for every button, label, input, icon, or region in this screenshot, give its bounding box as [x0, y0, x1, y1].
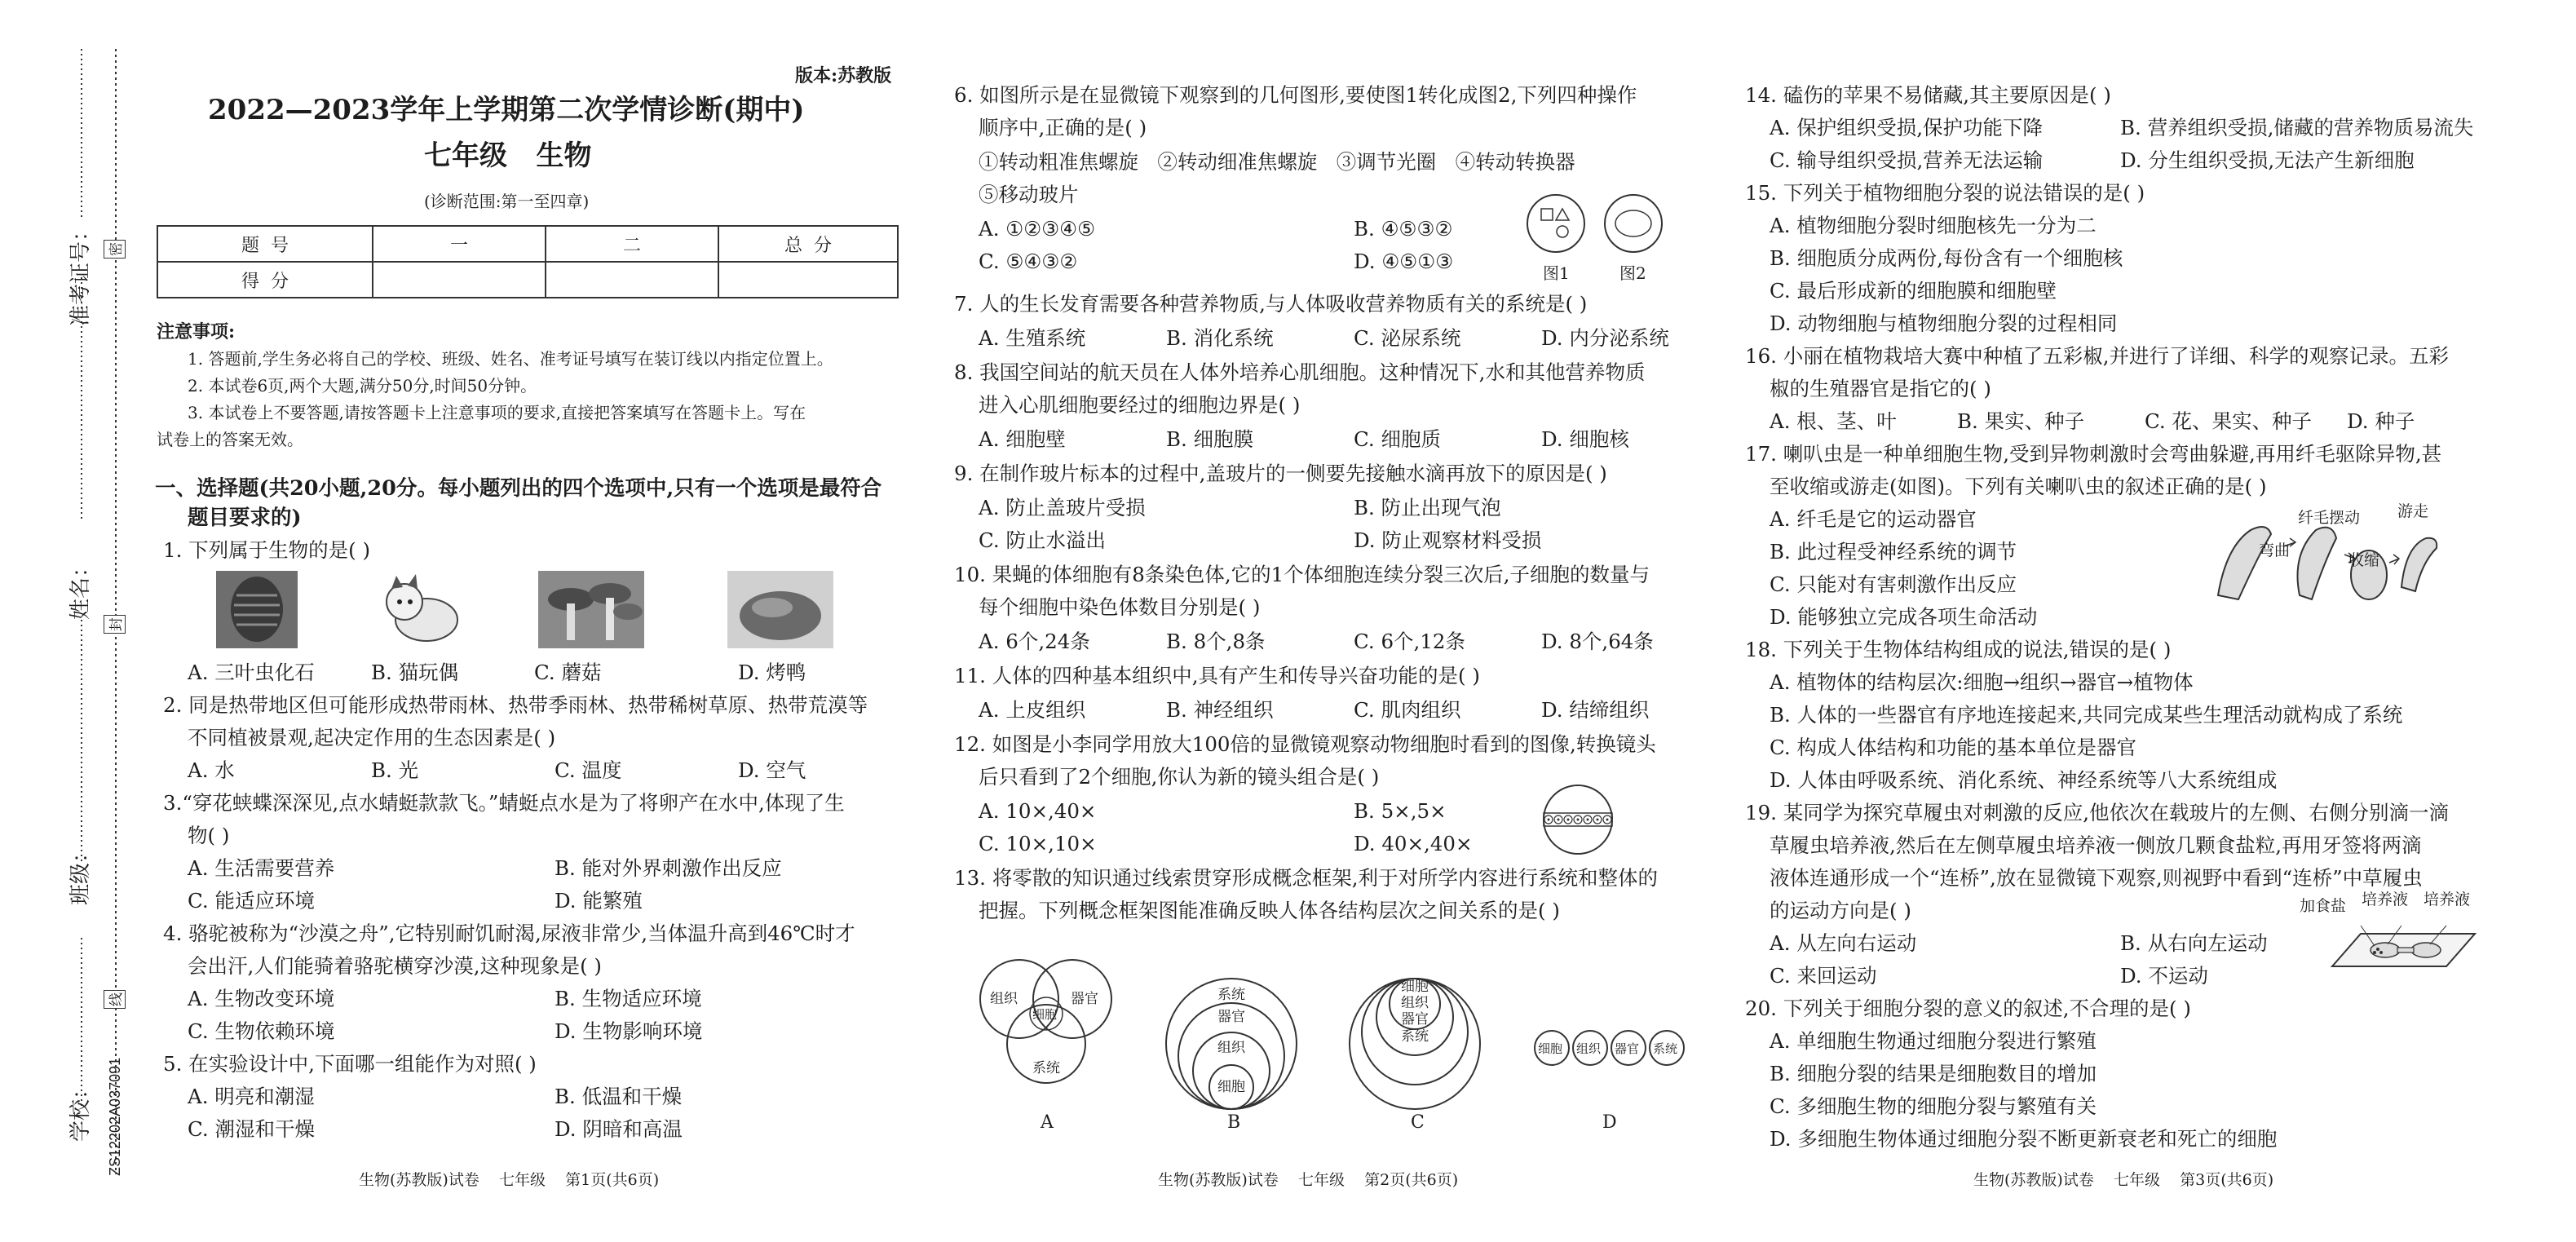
figure-label: 加食盐	[2300, 897, 2347, 915]
option[interactable]: B. 消化系统	[1166, 326, 1274, 350]
diagram-letter: A	[1041, 1112, 1054, 1133]
question-stem: 8. 我国空间站的航天员在人体外培养心肌细胞。这种情况下,水和其他营养物质	[954, 360, 1646, 384]
option[interactable]: A. 从左向右运动	[1770, 931, 1917, 955]
option[interactable]: C. 来回运动	[1770, 964, 1877, 988]
diagram-word: 系统	[1217, 987, 1245, 1003]
diagram-word: 组织	[990, 991, 1018, 1007]
figure-label: 图2	[1619, 263, 1646, 283]
microscope-field-figure	[1515, 189, 1678, 263]
option[interactable]: A. ①②③④⑤	[979, 217, 1096, 241]
question-stem: 椒的生殖器官是指它的( )	[1770, 377, 1991, 400]
option[interactable]: B. 营养组织受损,储藏的营养物质易流失	[2120, 116, 2474, 139]
question-stem: 1. 下列属于生物的是( )	[163, 538, 371, 562]
option[interactable]: C. 蘑菇	[534, 661, 602, 684]
figure-label: 纤毛摆动	[2298, 509, 2361, 527]
option[interactable]: C. 输导组织受损,营养无法运输	[1770, 148, 2044, 172]
question-stem: 14. 磕伤的苹果不易储藏,其主要原因是( )	[1745, 83, 2111, 107]
option[interactable]: C. 温度	[555, 758, 622, 782]
option[interactable]: C. ⑤④③②	[979, 250, 1078, 273]
diagram-word: 器官	[1217, 1009, 1245, 1025]
question-stem: 13. 将零散的知识通过线索贯穿形成概念框架,利于对所学内容进行系统和整体的	[954, 866, 1659, 890]
exam-subtitle: 七年级 生物	[424, 139, 592, 172]
option[interactable]: B. ④⑤③②	[1354, 217, 1453, 241]
option[interactable]: C. 花、果实、种子	[2145, 409, 2312, 433]
option[interactable]: B. 果实、种子	[1957, 409, 2085, 433]
diagram-word: 器官	[1401, 1011, 1429, 1028]
question-stem: 10. 果蝇的体细胞有8条染色体,它的1个体细胞连续分裂三次后,子细胞的数量与	[954, 563, 1650, 586]
diagram-word: 组织	[1401, 995, 1429, 1011]
figure-label: 图1	[1543, 263, 1570, 283]
option[interactable]: B. 光	[371, 758, 419, 782]
question-stem: 液体连通形成一个“连桥”,放在显微镜下观察,则视野中看到“连桥”中草履虫	[1770, 866, 2423, 890]
diagram-letter: B	[1227, 1112, 1241, 1133]
option[interactable]: A. 水	[188, 758, 235, 782]
figure-label: 培养液	[2424, 891, 2471, 908]
diagram-word: 细胞	[1401, 979, 1429, 995]
option[interactable]: B. 5×,5×	[1354, 799, 1447, 823]
diagram-letter: D	[1602, 1112, 1617, 1133]
option[interactable]: D. 空气	[738, 758, 806, 782]
exam-scope: (诊断范围:第一至四章)	[424, 192, 590, 211]
option[interactable]: A. 植物体的结构层次:细胞→组织→器官→植物体	[1770, 670, 2194, 694]
diagram-word: 细胞	[1538, 1041, 1563, 1056]
option[interactable]: A. 明亮和潮湿	[188, 1085, 315, 1108]
question-stem: 顺序中,正确的是( )	[979, 116, 1147, 139]
option[interactable]: D. 动物细胞与植物细胞分裂的过程相同	[1770, 312, 2118, 335]
diagram-word: 器官	[1615, 1041, 1640, 1056]
question-stem: 会出汗,人们能骑着骆驼横穿沙漠,这种现象是( )	[188, 954, 602, 978]
option[interactable]: B. 神经组织	[1166, 698, 1274, 722]
microscope-cells-figure	[1525, 783, 1631, 856]
option[interactable]: C. 肌肉组织	[1354, 698, 1461, 722]
question-stem: 20. 下列关于细胞分裂的意义的叙述,不合理的是( )	[1745, 997, 2191, 1020]
score-cell: 得 分	[157, 262, 373, 298]
option[interactable]: D. 种子	[2347, 409, 2415, 433]
section-heading: 题目要求的)	[188, 506, 302, 530]
option[interactable]: B. 防止出现气泡	[1354, 496, 1501, 519]
label-school: 学校：	[68, 1077, 93, 1142]
figure-label: 游走	[2397, 502, 2429, 520]
diagram-word: 组织	[1217, 1040, 1245, 1056]
score-cell: 一	[373, 226, 546, 262]
question-stem: 把握。下列概念框架图能准确反映人体各结构层次之间关系的是( )	[979, 899, 1560, 922]
option[interactable]: D. 生物影响环境	[555, 1019, 703, 1043]
exam-title: 2022—2023学年上学期第二次学情诊断(期中)	[208, 94, 805, 126]
option[interactable]: C. 10×,10×	[979, 832, 1097, 855]
notes-title: 注意事项:	[157, 321, 236, 343]
option[interactable]: A. 单细胞生物通过细胞分裂进行繁殖	[1770, 1029, 2097, 1053]
question-stem: 9. 在制作玻片标本的过程中,盖玻片的一侧要先接触水滴再放下的原因是( )	[954, 462, 1607, 485]
question-stem: 18. 下列关于生物体结构组成的说法,错误的是( )	[1745, 638, 2172, 661]
diagram-word: 细胞	[1217, 1079, 1245, 1095]
question-stem: 17. 喇叭虫是一种单细胞生物,受到异物刺激时会弯曲躲避,再用纤毛驱除异物,甚	[1745, 442, 2442, 466]
operation-steps: ⑤移动玻片	[979, 183, 1079, 206]
option[interactable]: B. 从右向左运动	[2120, 931, 2268, 955]
option[interactable]: C. 泌尿系统	[1354, 326, 1461, 350]
label-name: 姓名：	[68, 555, 93, 620]
option[interactable]: D. 内分泌系统	[1541, 326, 1669, 350]
figure-label: 收缩	[2348, 551, 2380, 569]
option[interactable]: A. 植物细胞分裂时细胞核先一分为二	[1770, 214, 2097, 237]
question-stem: 12. 如图是小李同学用放大100倍的显微镜观察动物细胞时看到的图像,转换镜头	[954, 732, 1656, 756]
score-input[interactable]	[546, 262, 718, 298]
diagram-letter: C	[1411, 1112, 1425, 1133]
figure-label: 弯曲	[2259, 541, 2291, 559]
option[interactable]: A. 6个,24条	[979, 630, 1090, 653]
question-stem: 不同植被景观,起决定作用的生态因素是( )	[188, 726, 556, 749]
question-stem: 草履虫培养液,然后在左侧草履虫培养液一侧放几颗食盐粒,再用牙签将两滴	[1770, 833, 2422, 857]
option[interactable]: A. 上皮组织	[979, 698, 1086, 722]
score-cell: 总 分	[718, 226, 898, 262]
question-stem: 19. 某同学为探究草履虫对刺激的反应,他依次在载玻片的左侧、右侧分别滴一滴	[1745, 801, 2450, 824]
question-stem: 16. 小丽在植物栽培大赛中种植了五彩椒,并进行了详细、科学的观察记录。五彩	[1745, 344, 2450, 368]
section-heading: 一、选择题(共20小题,20分。每小题列出的四个选项中,只有一个选项是最符合	[155, 476, 882, 501]
option[interactable]: A. 生殖系统	[979, 326, 1086, 350]
label-class: 班级：	[68, 841, 93, 905]
question-stem: 进入心肌细胞要经过的细胞边界是( )	[979, 393, 1301, 417]
option[interactable]: B. 细胞分裂的结果是细胞数目的增加	[1770, 1062, 2097, 1085]
question-stem: 4. 骆驼被称为“沙漠之舟”,它特别耐饥耐渴,尿液非常少,当体温升高到46℃时才	[163, 922, 855, 945]
seal-mark-mi: 密	[104, 240, 126, 259]
option[interactable]: B. 猫玩偶	[371, 661, 459, 684]
option[interactable]: D. 多细胞生物体通过细胞分裂不断更新衰老和死亡的细胞	[1770, 1127, 2278, 1151]
question-stem: 后只看到了2个细胞,你认为新的镜头组合是( )	[979, 765, 1380, 789]
binding-margin	[0, 0, 139, 1242]
option[interactable]: D. 细胞核	[1541, 427, 1629, 451]
diagram-word: 系统	[1032, 1060, 1060, 1076]
option[interactable]: D. 烤鸭	[738, 661, 806, 684]
question-stem: 11. 人体的四种基本组织中,具有产生和传导兴奋功能的是( )	[954, 664, 1480, 687]
page-footer: 生物(苏教版)试卷 七年级 第1页(共6页)	[359, 1171, 660, 1189]
option[interactable]: D. 阴暗和高温	[555, 1117, 683, 1141]
option[interactable]: A. 三叶虫化石	[188, 661, 315, 684]
trilobite-fossil-image	[216, 571, 298, 648]
version-label: 版本:苏教版	[795, 65, 892, 86]
figure-label: 培养液	[2362, 891, 2409, 908]
question-stem: 的运动方向是( )	[1770, 899, 1911, 922]
diagram-word: 组织	[1576, 1041, 1602, 1056]
question-stem: 2. 同是热带地区但可能形成热带雨林、热带季雨林、热带稀树草原、热带荒漠等	[163, 693, 868, 717]
option[interactable]: A. 10×,40×	[979, 799, 1097, 823]
question-stem: 5. 在实验设计中,下面哪一组能作为对照( )	[163, 1052, 537, 1076]
note-line: 试卷上的答案无效。	[157, 430, 303, 449]
option[interactable]: B. 8个,8条	[1166, 630, 1266, 653]
option[interactable]: B. 细胞质分成两份,每份含有一个细胞核	[1770, 246, 2123, 270]
page-footer: 生物(苏教版)试卷 七年级 第2页(共6页)	[1158, 1171, 1459, 1189]
note-line: 1. 答题前,学生务必将自己的学校、班级、姓名、准考证号填写在装订线以内指定位置上。	[188, 349, 833, 369]
option[interactable]: B. 此过程受神经系统的调节	[1770, 540, 2017, 564]
option[interactable]: D. 人体由呼吸系统、消化系统、神经系统等八大系统组成	[1770, 768, 2278, 792]
diagram-word: 系统	[1653, 1041, 1678, 1056]
option[interactable]: C. 多细胞生物的细胞分裂与繁殖有关	[1770, 1094, 2097, 1118]
option[interactable]: D. 8个,64条	[1541, 630, 1654, 653]
question-stem: 7. 人的生长发育需要各种营养物质,与人体吸收营养物质有关的系统是( )	[954, 292, 1588, 316]
operation-steps: ①转动粗准焦螺旋 ②转动细准焦螺旋 ③调节光圈 ④转动转换器	[979, 150, 1575, 174]
question-stem: 每个细胞中染色体数目分别是( )	[979, 595, 1261, 619]
option[interactable]: B. 低温和干燥	[555, 1085, 683, 1108]
label-exam-number: 准考证号：	[68, 219, 93, 326]
option[interactable]: A. 纤毛是它的运动器官	[1770, 507, 1977, 531]
score-table-row	[157, 262, 898, 298]
option[interactable]: C. 防止水溢出	[979, 528, 1106, 552]
option[interactable]: C. 潮湿和干燥	[188, 1117, 315, 1141]
option[interactable]: C. 生物依赖环境	[188, 1019, 335, 1043]
score-table-header	[157, 226, 898, 262]
option[interactable]: A. 生物改变环境	[188, 987, 335, 1010]
option[interactable]: D. 40×,40×	[1354, 832, 1473, 855]
score-input[interactable]	[373, 262, 546, 298]
question-stem: 6. 如图所示是在显微镜下观察到的几何图形,要使图1转化成图2,下列四种操作	[954, 83, 1637, 107]
page-footer: 生物(苏教版)试卷 七年级 第3页(共6页)	[1973, 1171, 2274, 1189]
option[interactable]: C. 细胞质	[1354, 427, 1441, 451]
option[interactable]: D. 能够独立完成各项生命活动	[1770, 605, 2038, 629]
note-line: 2. 本试卷6页,两个大题,满分50分,时间50分钟。	[188, 376, 537, 396]
option[interactable]: A. 根、茎、叶	[1770, 409, 1897, 433]
roast-duck-image	[727, 571, 833, 648]
note-line: 3. 本试卷上不要答题,请按答题卡上注意事项的要求,直接把答案填写在答题卡上。写在	[188, 403, 806, 422]
mushroom-image	[538, 571, 644, 648]
question-stem: 物( )	[188, 824, 230, 847]
score-cell: 题 号	[157, 226, 373, 262]
option[interactable]: C. 最后形成新的细胞膜和细胞壁	[1770, 279, 2057, 303]
score-table	[157, 225, 899, 298]
option[interactable]: C. 能适应环境	[188, 889, 315, 913]
option[interactable]: D. ④⑤①③	[1354, 250, 1454, 273]
diagram-word: 系统	[1401, 1028, 1429, 1045]
option[interactable]: D. 不运动	[2120, 964, 2208, 988]
option[interactable]: C. 6个,12条	[1354, 630, 1465, 653]
option[interactable]: B. 生物适应环境	[555, 987, 702, 1010]
option[interactable]: A. 生活需要营养	[188, 856, 335, 880]
option[interactable]: A. 防止盖玻片受损	[979, 496, 1146, 519]
cat-toy-image	[373, 571, 471, 648]
score-cell: 二	[546, 226, 718, 262]
question-stem: 至收缩或游走(如图)。下列有关喇叭虫的叙述正确的是( )	[1770, 475, 2267, 498]
seal-mark-feng: 封	[104, 615, 126, 634]
option[interactable]: D. 能繁殖	[555, 889, 643, 913]
option[interactable]: C. 构成人体结构和功能的基本单位是器官	[1770, 736, 2136, 759]
score-input[interactable]	[718, 262, 898, 298]
question-stem: 3.“穿花蛱蝶深深见,点水蜻蜓款款飞。”蜻蜓点水是为了将卵产在水中,体现了生	[163, 791, 845, 815]
diagram-word: 器官	[1071, 991, 1098, 1007]
paper-code: ZS12202A037091	[107, 1057, 123, 1176]
seal-mark-xian: 线	[104, 990, 126, 1009]
option[interactable]: B. 细胞膜	[1166, 427, 1254, 451]
option[interactable]: C. 只能对有害刺激作出反应	[1770, 572, 2017, 596]
option[interactable]: D. 分生组织受损,无法产生新细胞	[2120, 148, 2415, 172]
option[interactable]: B. 能对外界刺激作出反应	[555, 856, 782, 880]
option[interactable]: A. 细胞壁	[979, 427, 1066, 451]
diagram-word: 细胞	[1032, 1007, 1058, 1022]
option[interactable]: D. 结缔组织	[1541, 698, 1650, 722]
question-stem: 15. 下列关于植物细胞分裂的说法错误的是( )	[1745, 181, 2145, 205]
option[interactable]: B. 人体的一些器官有序地连接起来,共同完成某些生理活动就构成了系统	[1770, 703, 2403, 727]
slide-experiment-figure	[2316, 922, 2479, 979]
option[interactable]: A. 保护组织受损,保护功能下降	[1770, 116, 2044, 139]
option[interactable]: D. 防止观察材料受损	[1354, 528, 1542, 552]
